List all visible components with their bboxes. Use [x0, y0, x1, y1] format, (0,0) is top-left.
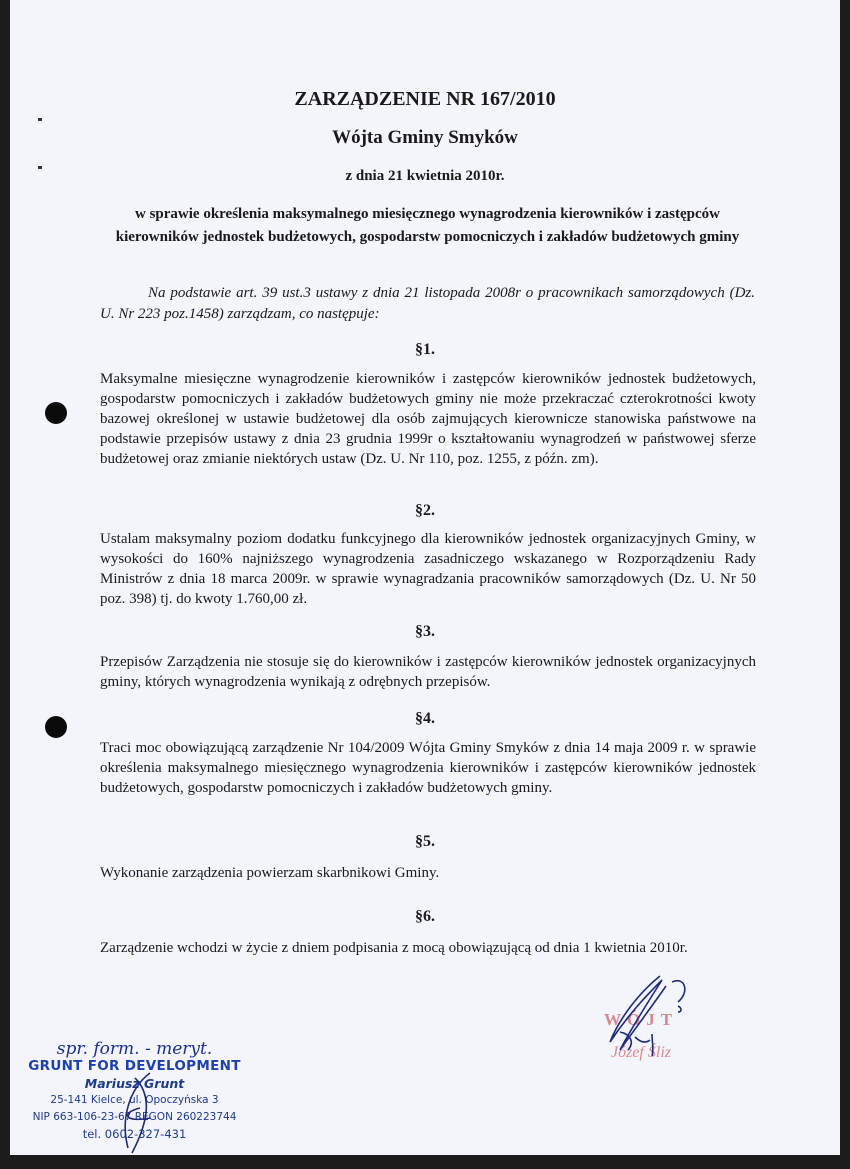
stamp-role: WÓJT [603, 1010, 679, 1029]
document-preamble: Na podstawie art. 39 ust.3 ustawy z dnia 21 listopada 2008r o pracownikach samorządowych (Dz. U. Nr 223 poz.1458) zarządzam, co następuje: [100, 285, 755, 322]
stamp-company: GRUNT FOR DEVELOPMENT [28, 1058, 241, 1074]
document-title: ZARZĄDZENIE NR 167/2010 [294, 88, 556, 110]
section-text-6: Zarządzenie wchodzi w życie z dniem podpisania z mocą obowiązującą od dnia 1 kwietnia 2010r. [100, 940, 688, 956]
section-text-1: Maksymalne miesięczne wynagrodzenie kierowników i zastępców kierowników jednostek budżetowych, gospodarstw pomocniczych i zakładów budżetowych gminy nie może przekraczać czterokrotności kwoty bazowej określonej w ustawie budżetowej dla osób zajmujących kierownicze stanowiska państwowe na podstawie przepisów ustawy z dnia 23 grudnia 1999r o kształtowaniu wynagrodzeń w państwowej sferze budżetowej oraz zmianie niektórych ustaw (Dz. U. Nr 110, poz. 1255, z późn. zm). [100, 371, 756, 467]
section-text-5: Wykonanie zarządzenia powierzam skarbnikowi Gminy. [100, 865, 440, 881]
section-heading-4: §4. [415, 710, 435, 727]
section-heading-6: §6. [415, 908, 435, 925]
section-text-2: Ustalam maksymalny poziom dodatku funkcyjnego dla kierowników jednostek organizacyjnych Gminy, w wysokości do 160% najniższego wynagrodzenia zasadniczego wskazanego w Rozporządzeniu Rady Ministrów z dnia 18 marca 2009r. w sprawie wynagradzania pracowników samorządowych (Dz. U. Nr 50 poz. 398) tj. do kwoty 1.760,00 zł. [100, 531, 756, 607]
stamp-ids: NIP 663-106-23-67 REGON 260223744 [32, 1111, 237, 1123]
section-heading-3: §3. [415, 623, 435, 640]
section-heading-1: §1. [415, 341, 435, 358]
section-heading-5: §5. [415, 833, 435, 850]
mayor-signature-icon [590, 972, 700, 1072]
section-heading-2: §2. [415, 502, 435, 519]
stamp-name: Mariusz Grunt [84, 1076, 185, 1091]
section-text-4: Traci moc obowiązującą zarządzenie Nr 104/2009 Wójta Gminy Smyków z dnia 14 maja 2009 r. w sprawie określenia maksymalnego miesięcznego wynagrodzenia kierowników i zastępców kierowników jednostek budżetowych, gospodarstw pomocniczych i zakładów budżetowych gminy. [100, 740, 756, 796]
section-text-3: Przepisów Zarządzenia nie stosuje się do kierowników i zastępców kierowników jednostek organizacyjnych gminy, których wynagrodzenia wynikają z odrębnych przepisów. [100, 654, 756, 690]
document-subject: w sprawie określenia maksymalnego miesięcznego wynagrodzenia kierowników i zastępców kierowników jednostek budżetowych, gospodarstw pomocniczych i zakładów budżetowych gminy [115, 206, 740, 245]
stamp-phone: tel. 0602-327-431 [82, 1127, 187, 1141]
stamp-person: Józef Śliz [611, 1044, 671, 1061]
margin-mark [38, 118, 42, 121]
document-date: z dnia 21 kwietnia 2010r. [345, 168, 505, 184]
punch-hole [45, 402, 67, 424]
initials-signature-icon [110, 1068, 170, 1158]
handwritten-note: spr. form. - meryt. [56, 1039, 213, 1059]
stamp-address: 25-141 Kielce, ul. Opoczyńska 3 [50, 1094, 219, 1106]
document-issuer: Wójta Gminy Smyków [332, 127, 518, 148]
